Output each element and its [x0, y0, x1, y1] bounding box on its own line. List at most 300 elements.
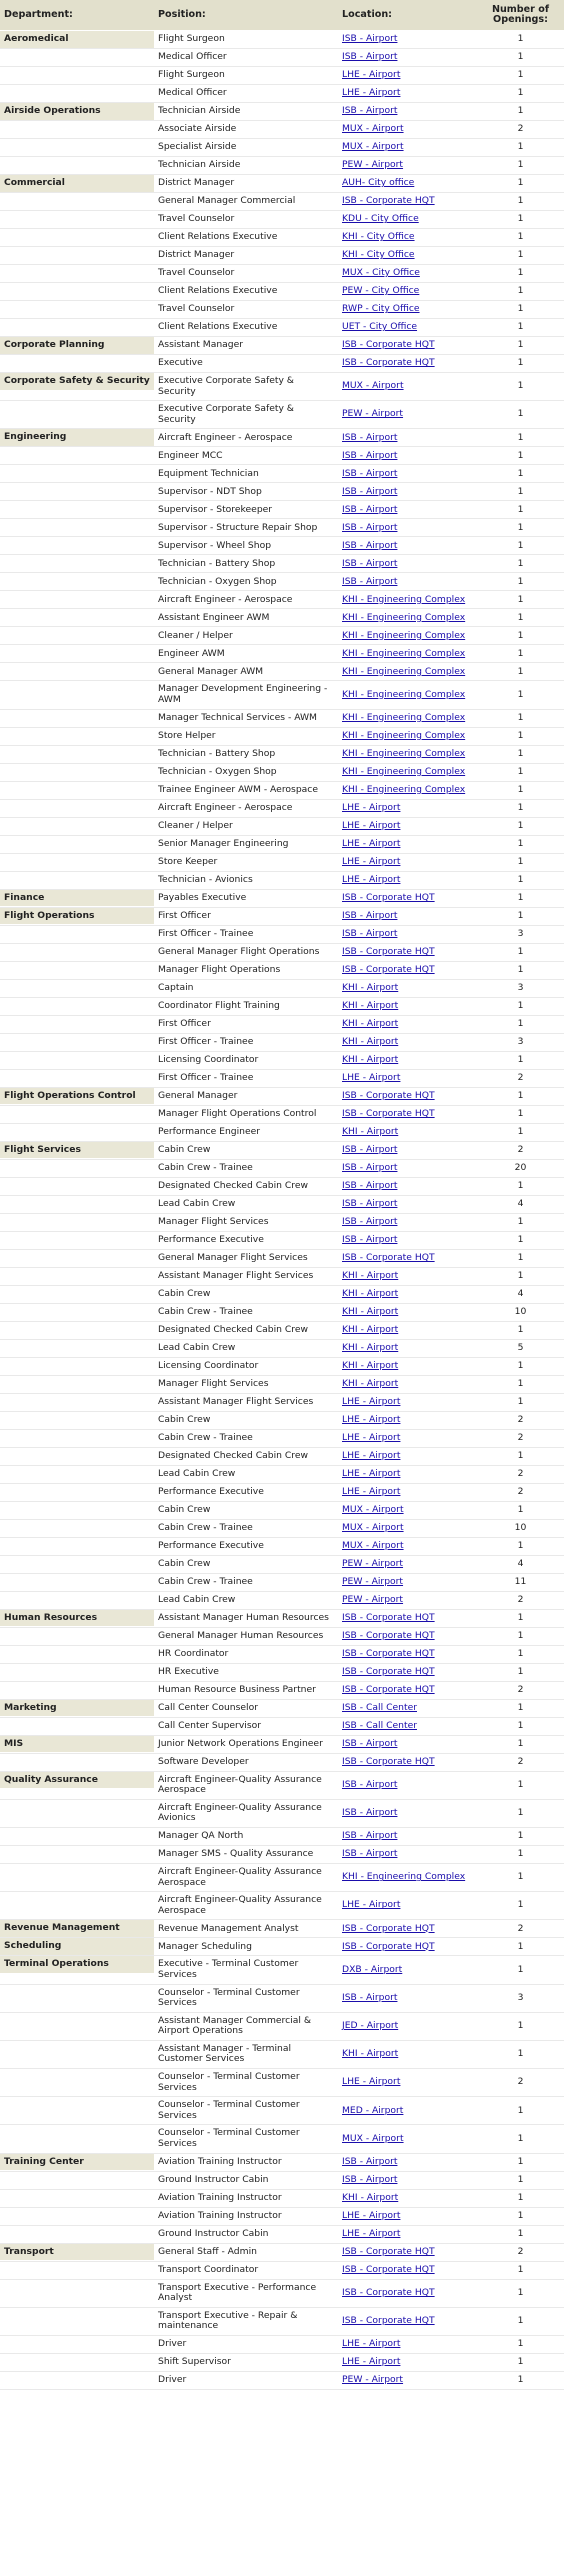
openings-count: 2: [477, 2069, 564, 2097]
location-link[interactable]: KHI - Airport: [342, 1017, 399, 1029]
location-link[interactable]: PEW - City Office: [342, 285, 420, 297]
table-row: [0, 1123, 564, 1141]
department-cell: [0, 447, 154, 465]
location-cell: [338, 175, 477, 193]
department-cell: [0, 1411, 154, 1429]
openings-count: 20: [477, 1159, 564, 1177]
location-link[interactable]: KHI - Airport: [342, 999, 399, 1011]
location-link[interactable]: KHI - Airport: [342, 1341, 399, 1353]
table-row: [0, 1087, 564, 1105]
openings-count: 1: [477, 483, 564, 501]
openings-count: 1: [477, 835, 564, 853]
openings-count: 1: [477, 1735, 564, 1753]
location-link[interactable]: ISB - Airport: [342, 1161, 398, 1173]
openings-count: 11: [477, 1573, 564, 1591]
table-row: [0, 2372, 564, 2390]
location-link[interactable]: JED - Airport: [342, 2019, 399, 2031]
position-cell: Executive - Terminal Customer Services: [154, 1956, 338, 1984]
table-row: [0, 1892, 564, 1920]
location-link[interactable]: LHE - Airport: [342, 801, 401, 813]
position-cell: Licensing Coordinator: [154, 1051, 338, 1069]
department-cell: [0, 1051, 154, 1069]
table-row: [0, 1465, 564, 1483]
department-cell: [0, 1753, 154, 1771]
department-name: Commercial: [0, 175, 154, 192]
location-link[interactable]: ISB - Airport: [342, 449, 398, 461]
location-link[interactable]: LHE - Airport: [342, 1071, 401, 1083]
position-cell: Cabin Crew - Trainee: [154, 1303, 338, 1321]
position-cell: Flight Surgeon: [154, 67, 338, 85]
location-link[interactable]: KHI - Engineering Complex: [342, 611, 466, 623]
location-cell: [338, 2336, 477, 2354]
location-link[interactable]: KHI - Airport: [342, 1287, 399, 1299]
location-link[interactable]: KHI - Engineering Complex: [342, 688, 466, 700]
location-link[interactable]: ISB - Airport: [342, 1848, 398, 1860]
location-link[interactable]: MUX - City Office: [342, 267, 420, 279]
table-row: [0, 1159, 564, 1177]
location-link[interactable]: DXB - Airport: [342, 1963, 403, 1975]
position-cell: Performance Executive: [154, 1231, 338, 1249]
location-cell: [338, 1195, 477, 1213]
location-link[interactable]: ISB - Call Center: [342, 1701, 417, 1713]
location-link[interactable]: LHE - Airport: [342, 1413, 401, 1425]
department-cell: [0, 979, 154, 997]
location-link[interactable]: ISB - Airport: [342, 467, 398, 479]
location-link[interactable]: LHE - Airport: [342, 2209, 401, 2221]
location-cell: [338, 573, 477, 591]
location-link[interactable]: KHI - Engineering Complex: [342, 711, 466, 723]
position-cell: Designated Checked Cabin Crew: [154, 1321, 338, 1339]
location-link[interactable]: LHE - Airport: [342, 819, 401, 831]
position-cell: Cabin Crew - Trainee: [154, 1519, 338, 1537]
openings-count: 1: [477, 817, 564, 835]
location-link[interactable]: ISB - Airport: [342, 1143, 398, 1155]
location-link[interactable]: ISB - Airport: [342, 557, 398, 569]
location-link[interactable]: LHE - Airport: [342, 855, 401, 867]
location-link[interactable]: KHI - Airport: [342, 1035, 399, 1047]
position-cell: Medical Officer: [154, 49, 338, 67]
position-cell: Specialist Airside: [154, 139, 338, 157]
location-cell: [338, 121, 477, 139]
department-cell: [0, 1827, 154, 1845]
location-link[interactable]: ISB - Airport: [342, 2155, 398, 2167]
department-cell: [0, 2171, 154, 2189]
location-link[interactable]: KHI - Airport: [342, 1359, 399, 1371]
location-link[interactable]: KHI - Airport: [342, 1377, 399, 1389]
position-cell: Lead Cabin Crew: [154, 1339, 338, 1357]
location-link[interactable]: ISB - Airport: [342, 1991, 398, 2003]
department-cell: [0, 1863, 154, 1891]
location-link[interactable]: ISB - Airport: [342, 575, 398, 587]
table-row: [0, 483, 564, 501]
location-cell: [338, 139, 477, 157]
table-row: [0, 555, 564, 573]
location-link[interactable]: KHI - Engineering Complex: [342, 665, 466, 677]
location-link[interactable]: ISB - Corporate HQT: [342, 1251, 435, 1263]
location-link[interactable]: LHE - Airport: [342, 873, 401, 885]
location-link[interactable]: PEW - Airport: [342, 159, 404, 171]
position-cell: Lead Cabin Crew: [154, 1465, 338, 1483]
location-link[interactable]: KHI - Airport: [342, 2191, 399, 2203]
table-row: [0, 2069, 564, 2097]
openings-count: 10: [477, 1303, 564, 1321]
location-link[interactable]: ISB - Airport: [342, 1215, 398, 1227]
position-cell: Assistant Manager - Terminal Customer Services: [154, 2040, 338, 2068]
position-cell: Technician - Oxygen Shop: [154, 573, 338, 591]
location-cell: [338, 817, 477, 835]
location-link[interactable]: ISB - Corporate HQT: [342, 1683, 435, 1695]
location-link[interactable]: KHI - Engineering Complex: [342, 593, 466, 605]
table-row: [0, 211, 564, 229]
location-link[interactable]: ISB - Call Center: [342, 1719, 417, 1731]
location-link[interactable]: LHE - Airport: [342, 2356, 401, 2368]
location-cell: [338, 871, 477, 889]
location-cell: [338, 1303, 477, 1321]
location-link[interactable]: LHE - Airport: [342, 1395, 401, 1407]
department-cell: [0, 889, 154, 907]
location-link[interactable]: ISB - Corporate HQT: [342, 891, 435, 903]
position-cell: Lead Cabin Crew: [154, 1591, 338, 1609]
location-link[interactable]: ISB - Airport: [342, 1179, 398, 1191]
table-row: [0, 1845, 564, 1863]
location-link[interactable]: LHE - Airport: [342, 1485, 401, 1497]
location-link[interactable]: LHE - Airport: [342, 1431, 401, 1443]
location-link[interactable]: ISB - Corporate HQT: [342, 357, 435, 369]
location-cell: [338, 1717, 477, 1735]
location-cell: [338, 1735, 477, 1753]
location-link[interactable]: KHI - City Office: [342, 231, 415, 243]
location-cell: [338, 1177, 477, 1195]
location-link[interactable]: LHE - Airport: [342, 87, 401, 99]
location-link[interactable]: MUX - Airport: [342, 2132, 404, 2144]
location-link[interactable]: ISB - Corporate HQT: [342, 1922, 435, 1934]
location-link[interactable]: PEW - Airport: [342, 408, 404, 420]
location-link[interactable]: KHI - Engineering Complex: [342, 747, 466, 759]
position-cell: Counselor - Terminal Customer Services: [154, 2125, 338, 2153]
department-cell: [0, 1483, 154, 1501]
location-link[interactable]: ISB - Corporate HQT: [342, 1089, 435, 1101]
department-cell: [0, 139, 154, 157]
position-cell: Cabin Crew: [154, 1141, 338, 1159]
openings-count: 1: [477, 2171, 564, 2189]
department-name: Flight Operations: [0, 908, 154, 925]
location-link[interactable]: KHI - Airport: [342, 1305, 399, 1317]
openings-count: 1: [477, 49, 564, 67]
table-row: [0, 763, 564, 781]
table-row: [0, 817, 564, 835]
table-row: [0, 1699, 564, 1717]
openings-count: 1: [477, 2307, 564, 2335]
openings-count: 1: [477, 663, 564, 681]
location-link[interactable]: ISB - Airport: [342, 1233, 398, 1245]
table-row: [0, 2171, 564, 2189]
openings-count: 1: [477, 1213, 564, 1231]
openings-count: 1: [477, 2279, 564, 2307]
location-link[interactable]: ISB - Corporate HQT: [342, 1647, 435, 1659]
location-link[interactable]: LHE - Airport: [342, 2076, 401, 2088]
location-link[interactable]: ISB - Airport: [342, 105, 398, 117]
department-cell: [0, 1033, 154, 1051]
table-row: [0, 799, 564, 817]
location-link[interactable]: ISB - Airport: [342, 1778, 398, 1790]
department-cell: [0, 2279, 154, 2307]
table-row: [0, 925, 564, 943]
position-cell: Coordinator Flight Training: [154, 997, 338, 1015]
location-link[interactable]: MUX - Airport: [342, 1539, 404, 1551]
openings-count: 1: [477, 67, 564, 85]
location-link[interactable]: ISB - Corporate HQT: [342, 1107, 435, 1119]
table-row: [0, 681, 564, 709]
position-cell: Cabin Crew: [154, 1411, 338, 1429]
department-cell: [0, 1393, 154, 1411]
table-row: [0, 1663, 564, 1681]
table-row: [0, 1645, 564, 1663]
openings-count: 1: [477, 103, 564, 121]
position-cell: Cabin Crew: [154, 1555, 338, 1573]
openings-count: 1: [477, 961, 564, 979]
table-row: [0, 2225, 564, 2243]
openings-count: 1: [477, 301, 564, 319]
location-cell: [338, 1892, 477, 1920]
table-row: [0, 1537, 564, 1555]
location-link[interactable]: ISB - Corporate HQT: [342, 1665, 435, 1677]
table-row: [0, 1213, 564, 1231]
table-row: [0, 1827, 564, 1845]
position-cell: Client Relations Executive: [154, 319, 338, 337]
department-cell: [0, 997, 154, 1015]
openings-count: 10: [477, 1519, 564, 1537]
location-link[interactable]: ISB - Corporate HQT: [342, 1940, 435, 1952]
position-cell: Assistant Engineer AWM: [154, 609, 338, 627]
openings-count: 3: [477, 1984, 564, 2012]
openings-count: 1: [477, 709, 564, 727]
location-cell: [338, 1051, 477, 1069]
location-cell: [338, 1429, 477, 1447]
location-link[interactable]: KHI - Airport: [342, 981, 399, 993]
department-cell: [0, 1735, 154, 1753]
position-cell: Counselor - Terminal Customer Services: [154, 1984, 338, 2012]
location-link[interactable]: KHI - Engineering Complex: [342, 765, 466, 777]
department-cell: [0, 2372, 154, 2390]
table-row: [0, 121, 564, 139]
location-cell: [338, 319, 477, 337]
position-cell: Supervisor - Wheel Shop: [154, 537, 338, 555]
location-link[interactable]: ISB - Corporate HQT: [342, 1755, 435, 1767]
location-link[interactable]: ISB - Airport: [342, 927, 398, 939]
openings-count: 3: [477, 925, 564, 943]
position-cell: Aviation Training Instructor: [154, 2153, 338, 2171]
location-link[interactable]: AUH- City office: [342, 177, 415, 189]
position-cell: Human Resource Business Partner: [154, 1681, 338, 1699]
location-link[interactable]: ISB - Corporate HQT: [342, 2245, 435, 2257]
location-link[interactable]: KHI - Engineering Complex: [342, 783, 466, 795]
position-cell: Aircraft Engineer-Quality Assurance Aerospace: [154, 1771, 338, 1799]
department-cell: [0, 609, 154, 627]
location-link[interactable]: PEW - Airport: [342, 1557, 404, 1569]
location-link[interactable]: MUX - Airport: [342, 1503, 404, 1515]
department-cell: [0, 1123, 154, 1141]
openings-count: 1: [477, 501, 564, 519]
department-name: Finance: [0, 890, 154, 907]
location-cell: [338, 1663, 477, 1681]
openings-count: 1: [477, 1717, 564, 1735]
location-link[interactable]: ISB - Airport: [342, 1197, 398, 1209]
location-link[interactable]: LHE - Airport: [342, 69, 401, 81]
openings-count: 1: [477, 1827, 564, 1845]
location-link[interactable]: ISB - Airport: [342, 521, 398, 533]
location-cell: [338, 781, 477, 799]
location-link[interactable]: ISB - Airport: [342, 1807, 398, 1819]
location-link[interactable]: RWP - City Office: [342, 303, 420, 315]
location-link[interactable]: MED - Airport: [342, 2104, 404, 2116]
location-cell: [338, 2125, 477, 2153]
location-link[interactable]: ISB - Corporate HQT: [342, 2315, 435, 2327]
location-link[interactable]: KHI - Airport: [342, 1269, 399, 1281]
location-link[interactable]: PEW - Airport: [342, 1575, 404, 1587]
location-link[interactable]: ISB - Airport: [342, 1830, 398, 1842]
location-cell: [338, 1231, 477, 1249]
location-link[interactable]: ISB - Airport: [342, 503, 398, 515]
position-cell: Client Relations Executive: [154, 229, 338, 247]
location-link[interactable]: KDU - City Office: [342, 213, 419, 225]
table-row: [0, 265, 564, 283]
department-cell: [0, 1267, 154, 1285]
position-cell: Cabin Crew - Trainee: [154, 1429, 338, 1447]
location-cell: [338, 401, 477, 429]
table-header-row: [0, 0, 564, 31]
location-link[interactable]: UET - City Office: [342, 321, 418, 333]
position-cell: Transport Coordinator: [154, 2261, 338, 2279]
position-cell: Executive Corporate Safety & Security: [154, 401, 338, 429]
location-link[interactable]: KHI - Engineering Complex: [342, 1871, 466, 1883]
openings-count: 1: [477, 355, 564, 373]
location-link[interactable]: ISB - Corporate HQT: [342, 2263, 435, 2275]
openings-count: 1: [477, 193, 564, 211]
location-link[interactable]: ISB - Corporate HQT: [342, 963, 435, 975]
location-link[interactable]: LHE - Airport: [342, 1467, 401, 1479]
table-row: [0, 745, 564, 763]
location-link[interactable]: ISB - Corporate HQT: [342, 1629, 435, 1641]
department-cell: [0, 429, 154, 447]
position-cell: Assistant Manager Flight Services: [154, 1267, 338, 1285]
department-name: Corporate Planning: [0, 337, 154, 354]
location-link[interactable]: ISB - Airport: [342, 2173, 398, 2185]
location-link[interactable]: ISB - Corporate HQT: [342, 195, 435, 207]
position-cell: Junior Network Operations Engineer: [154, 1735, 338, 1753]
location-link[interactable]: MUX - Airport: [342, 141, 404, 153]
position-cell: Manager Flight Operations Control: [154, 1105, 338, 1123]
location-link[interactable]: MUX - Airport: [342, 123, 404, 135]
location-link[interactable]: MUX - Airport: [342, 380, 404, 392]
position-cell: HR Coordinator: [154, 1645, 338, 1663]
location-link[interactable]: ISB - Airport: [342, 909, 398, 921]
location-link[interactable]: ISB - Corporate HQT: [342, 1611, 435, 1623]
department-cell: [0, 763, 154, 781]
location-link[interactable]: ISB - Corporate HQT: [342, 945, 435, 957]
location-link[interactable]: LHE - Airport: [342, 1899, 401, 1911]
department-cell: [0, 2336, 154, 2354]
openings-count: 2: [477, 1141, 564, 1159]
location-link[interactable]: PEW - Airport: [342, 2374, 404, 2386]
location-cell: [338, 2040, 477, 2068]
location-link[interactable]: KHI - Airport: [342, 2048, 399, 2060]
location-link[interactable]: KHI - City Office: [342, 249, 415, 261]
location-cell: [338, 2012, 477, 2040]
openings-count: 2: [477, 1483, 564, 1501]
location-link[interactable]: MUX - Airport: [342, 1521, 404, 1533]
location-link[interactable]: ISB - Airport: [342, 431, 398, 443]
table-row: [0, 1051, 564, 1069]
table-row: [0, 355, 564, 373]
location-cell: [338, 1159, 477, 1177]
location-link[interactable]: ISB - Airport: [342, 51, 398, 63]
position-cell: Performance Executive: [154, 1537, 338, 1555]
location-cell: [338, 283, 477, 301]
location-link[interactable]: ISB - Corporate HQT: [342, 339, 435, 351]
department-cell: [0, 853, 154, 871]
position-cell: Manager Flight Services: [154, 1375, 338, 1393]
location-link[interactable]: ISB - Airport: [342, 485, 398, 497]
department-cell: [0, 2261, 154, 2279]
location-cell: [338, 1213, 477, 1231]
openings-count: 1: [477, 763, 564, 781]
location-link[interactable]: ISB - Airport: [342, 539, 398, 551]
location-link[interactable]: LHE - Airport: [342, 2227, 401, 2239]
openings-count: 1: [477, 373, 564, 401]
table-row: [0, 1609, 564, 1627]
location-cell: [338, 1827, 477, 1845]
position-cell: Driver: [154, 2372, 338, 2390]
openings-count: 1: [477, 2040, 564, 2068]
location-link[interactable]: LHE - Airport: [342, 837, 401, 849]
location-link[interactable]: KHI - Engineering Complex: [342, 729, 466, 741]
location-link[interactable]: LHE - Airport: [342, 1449, 401, 1461]
table-row: [0, 139, 564, 157]
location-cell: [338, 2097, 477, 2125]
department-name: Transport: [0, 2244, 154, 2261]
openings-count: 1: [477, 1771, 564, 1799]
location-cell: [338, 1447, 477, 1465]
department-cell: [0, 835, 154, 853]
location-link[interactable]: KHI - Engineering Complex: [342, 647, 466, 659]
location-link[interactable]: ISB - Airport: [342, 1737, 398, 1749]
location-link[interactable]: ISB - Corporate HQT: [342, 2286, 435, 2298]
openings-count: 1: [477, 2125, 564, 2153]
openings-count: 1: [477, 139, 564, 157]
department-cell: [0, 627, 154, 645]
location-link[interactable]: PEW - Airport: [342, 1593, 404, 1605]
location-link[interactable]: KHI - Engineering Complex: [342, 629, 466, 641]
openings-count: 1: [477, 1845, 564, 1863]
column-header-location: Location:: [338, 0, 477, 31]
table-row: [0, 447, 564, 465]
department-cell: [0, 121, 154, 139]
table-row: [0, 1771, 564, 1799]
openings-count: 2: [477, 2243, 564, 2261]
table-row: [0, 49, 564, 67]
department-cell: [0, 1177, 154, 1195]
location-link[interactable]: KHI - Airport: [342, 1053, 399, 1065]
location-link[interactable]: KHI - Airport: [342, 1125, 399, 1137]
department-cell: [0, 1555, 154, 1573]
position-cell: Transport Executive - Repair & maintenance: [154, 2307, 338, 2335]
position-cell: First Officer - Trainee: [154, 1033, 338, 1051]
location-link[interactable]: LHE - Airport: [342, 2338, 401, 2350]
position-cell: Ground Instructor Cabin: [154, 2225, 338, 2243]
openings-count: 1: [477, 1447, 564, 1465]
location-link[interactable]: ISB - Airport: [342, 33, 398, 45]
location-link[interactable]: KHI - Airport: [342, 1323, 399, 1335]
